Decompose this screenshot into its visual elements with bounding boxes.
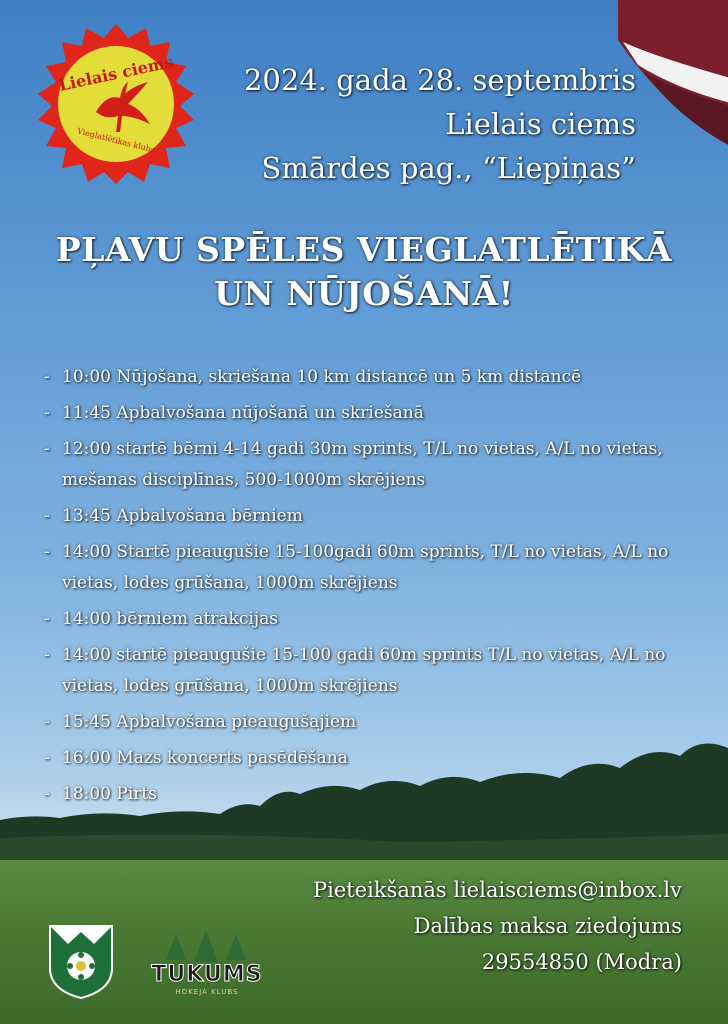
event-date: 2024. gada 28. septembris (243, 63, 636, 97)
tree-line (0, 730, 728, 870)
club-name: TUKUMS (151, 962, 263, 987)
schedule-item: - 14:00 startē pieaugušie 15-100 gadi 60m sprints T/L no vietas, A/L no vietas, lodes grūšana, 1000m skrējiens (40, 640, 690, 702)
event-address: Smārdes pag., “Liepiņas” (261, 151, 636, 185)
event-place: Lielais ciems (445, 107, 636, 141)
title-line-1: PĻAVU SPĒLES VIEGLATLĒTIKĀ (55, 230, 673, 269)
logo-subtitle: Vieglatlētikas klubs (76, 126, 156, 155)
poster-title (0, 228, 728, 316)
schedule-item: - 14:00 Startē pieaugušie 15-100gadi 60m sprints, T/L no vietas, A/L no vietas, lodes grūšana, 1000m skrējiens (40, 537, 690, 599)
schedule-item: - 11:45 Apbalvošana nūjošanā un skriešanā (40, 398, 690, 429)
schedule-item: - 14:00 bērniem atrakcijas (40, 604, 690, 635)
contact-info (313, 872, 682, 980)
contact-signup: Pieteikšanās lielaisciems@inbox.lv (313, 878, 682, 902)
club-subtitle: HOKEJA KLUBS (175, 988, 239, 996)
schedule-item: - 13:45 Apbalvošana bērniem (40, 501, 690, 532)
contact-phone: 29554850 (Modra) (481, 950, 682, 974)
hockey-club-logo (146, 930, 268, 1002)
schedule-item: - 15:45 Apbalvošana pieaugušajiem (40, 707, 690, 738)
contact-fee: Dalības maksa ziedojums (413, 914, 682, 938)
schedule-item: - 16:00 Mazs koncerts pasēdēšana (40, 743, 690, 774)
event-info (244, 58, 636, 190)
schedule-item: - 18:00 Pirts (40, 779, 690, 810)
schedule-item: - 12:00 startē bērni 4-14 gadi 30m sprints, T/L no vietas, A/L no vietas, mešanas disciplīnas, 500-1000m skrējiens (40, 434, 690, 496)
logo-text (36, 24, 196, 184)
logo-name: Lielais ciems (57, 52, 175, 95)
municipality-crest-icon (48, 924, 114, 1000)
title-line-2: UN NŪJOŠANĀ! (214, 274, 514, 313)
schedule-item: - 10:00 Nūjošana, skriešana 10 km distancē un 5 km distancē (40, 362, 690, 393)
